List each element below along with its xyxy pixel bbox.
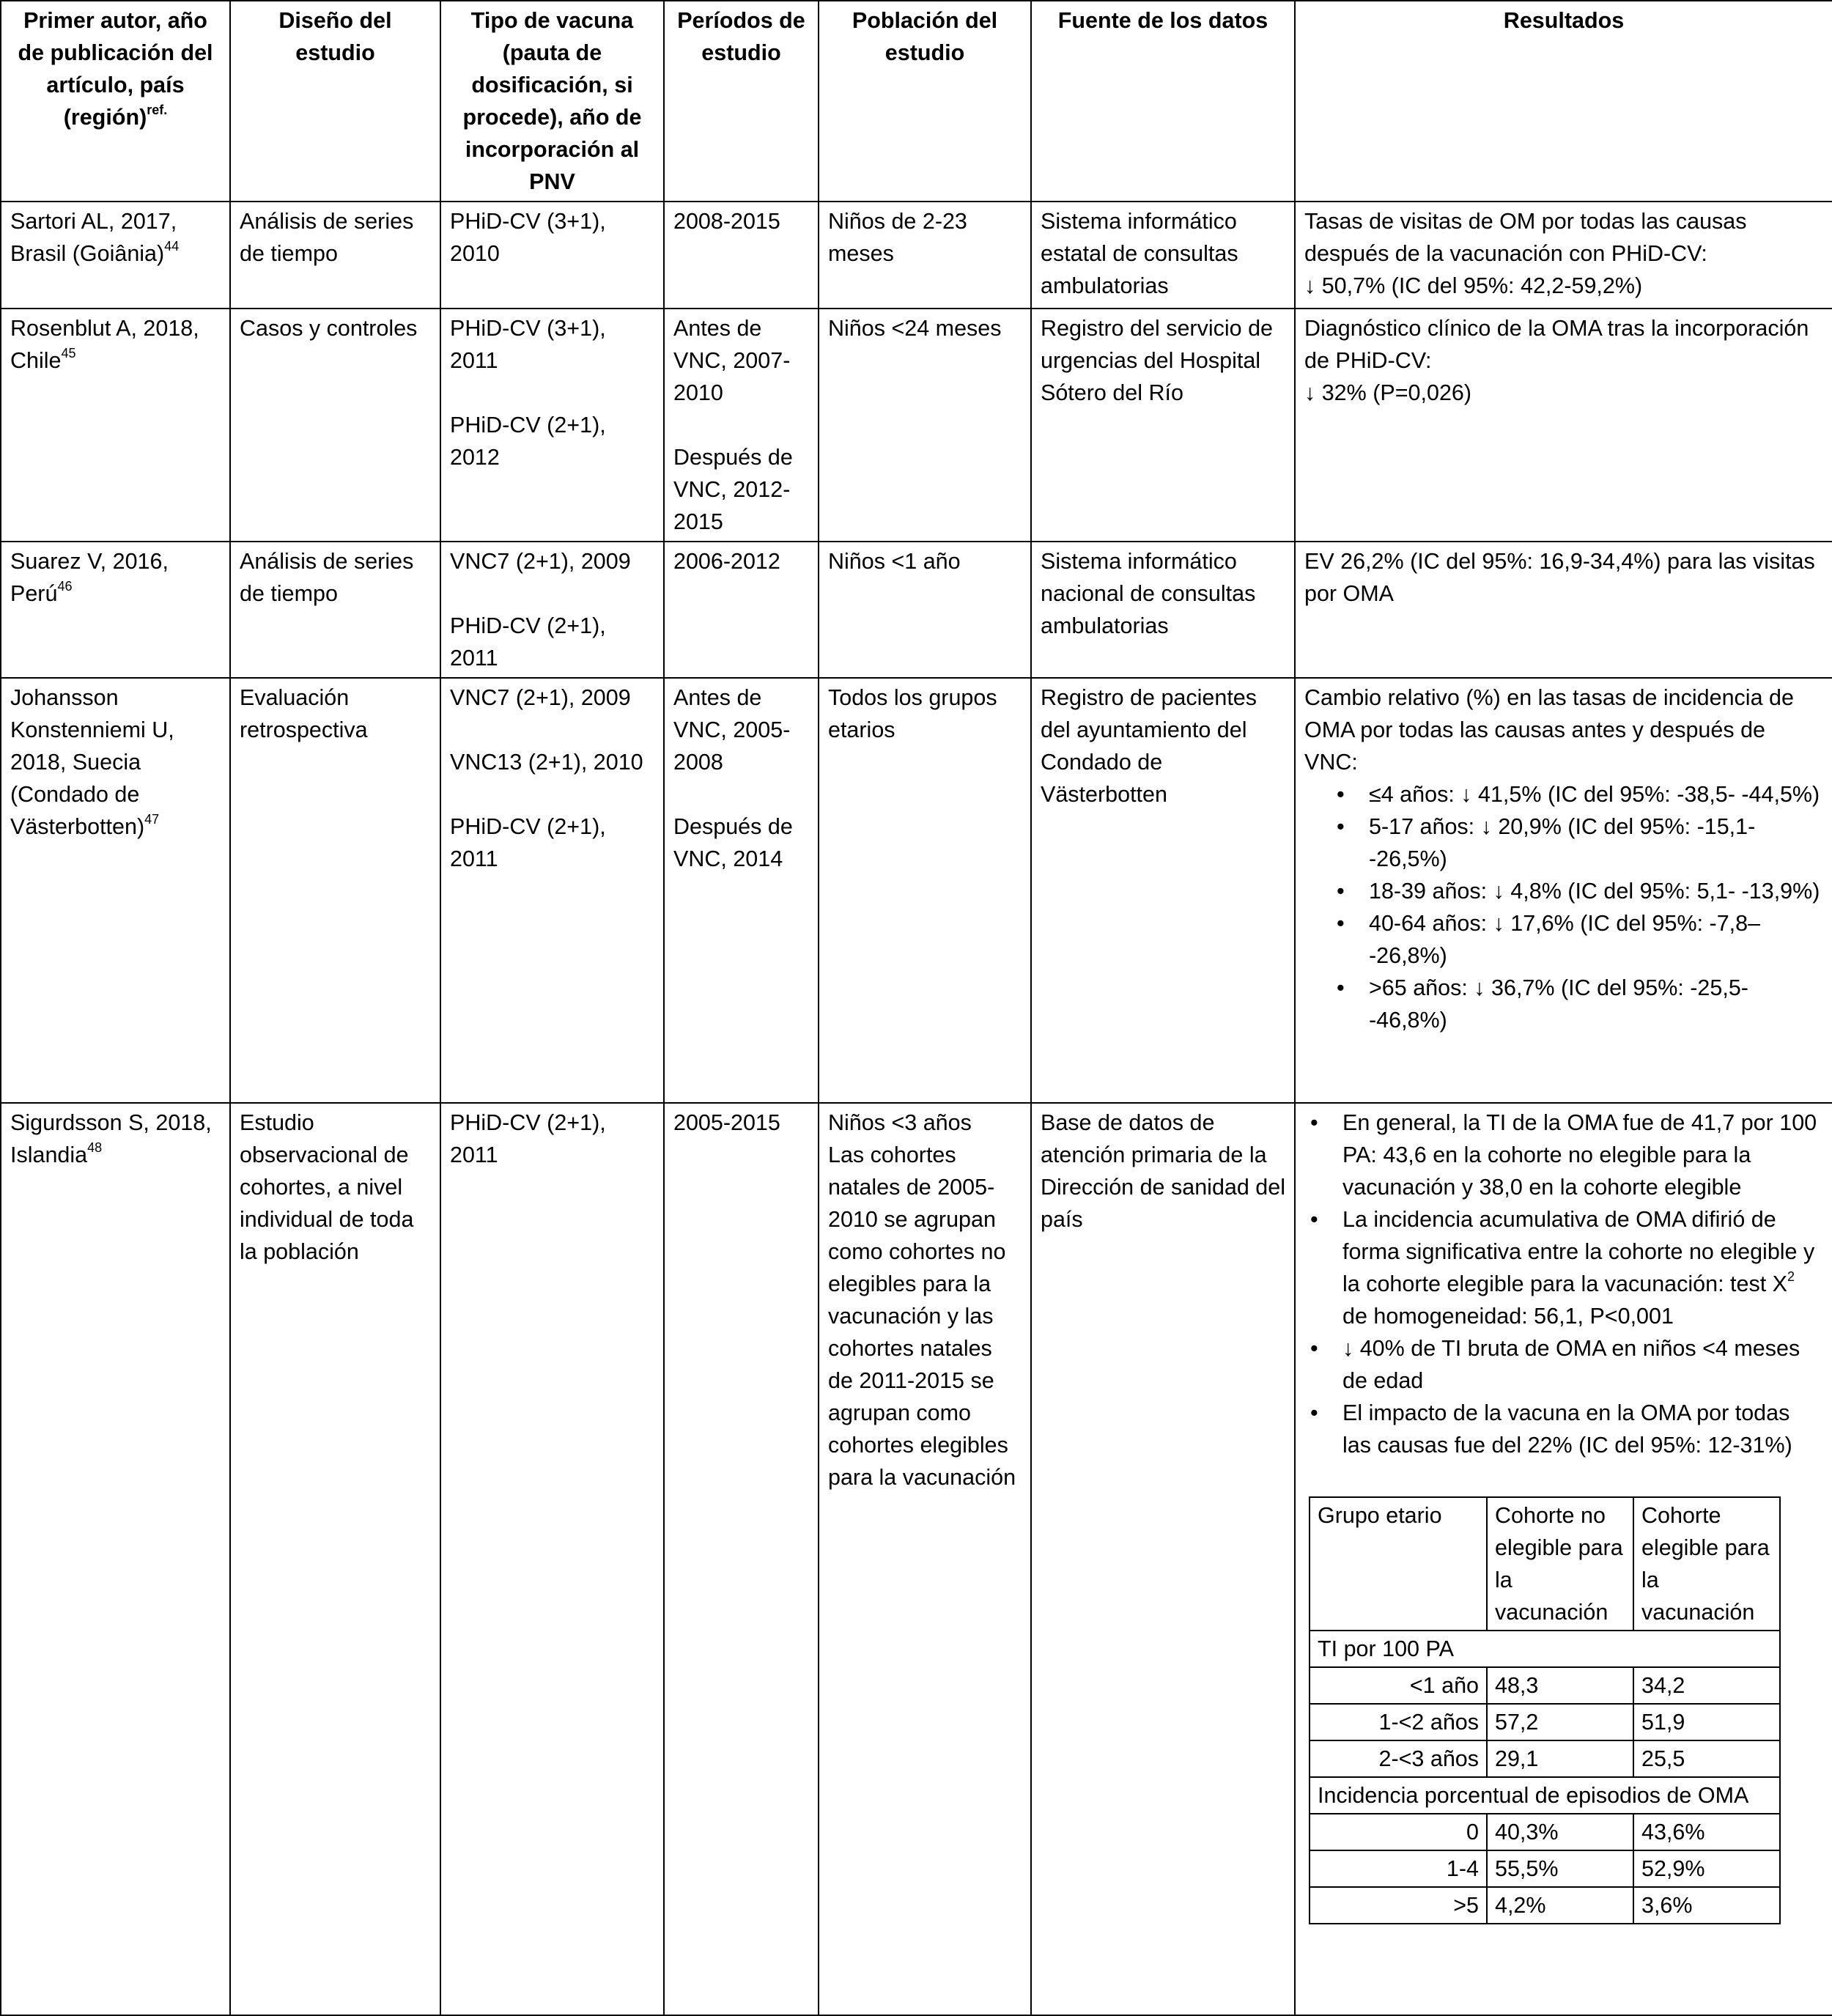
cell-results: EV 26,2% (IC del 95%: 16,9-34,4%) para las visitas por OMA bbox=[1295, 542, 1832, 678]
cell-periods: 2006-2012 bbox=[664, 542, 819, 678]
subtable-section-row bbox=[1310, 1777, 1780, 1814]
subtable-header: Cohorte elegible para la vacunación bbox=[1633, 1497, 1780, 1631]
table-row bbox=[1, 542, 1832, 678]
header-population: Población del estudio bbox=[819, 1, 1031, 202]
subtable-cell: 0 bbox=[1310, 1814, 1487, 1850]
cell-source: Sistema informático nacional de consultas ambulatorias bbox=[1031, 542, 1295, 678]
subtable-cell: 1-<2 años bbox=[1310, 1704, 1487, 1740]
subtable-cell: 29,1 bbox=[1487, 1740, 1633, 1777]
subtable-section: TI por 100 PA bbox=[1310, 1631, 1780, 1667]
cell-source: Registro del servicio de urgencias del Hospital Sótero del Río bbox=[1031, 309, 1295, 542]
cell-results: Cambio relativo (%) en las tasas de incidencia de OMA por todas las causas antes y después de VNC: • ≤4 años: ↓ 41,5% (IC del 95%: -38,5- -44,5%) • 5-17 años: ↓ 20,9% (IC del 95%: -15,1- -26,5%) • 18-39 años: ↓ 4,8% (IC del 95%: 5,1- -13,9%) • 40-64 años: ↓ 17,6% (IC del 95%: -7,8– -26,8%) • >65 años: ↓ 36,7% (IC del 95%: -25,5- -46,8%) bbox=[1295, 678, 1832, 1103]
subtable-cell: 3,6% bbox=[1633, 1887, 1780, 1924]
header-author: Primer autor, año de publicación del artículo, país (región)$^{ref.}$ bbox=[1, 1, 230, 202]
cell-author: Sigurdsson S, 2018, Islandia$^{48}$ bbox=[1, 1103, 230, 2015]
header-source: Fuente de los datos bbox=[1031, 1, 1295, 202]
subtable-cell: 4,2% bbox=[1487, 1887, 1633, 1924]
incidence-subtable bbox=[1309, 1496, 1781, 1924]
subtable-row bbox=[1310, 1814, 1780, 1850]
header-design: Diseño del estudio bbox=[230, 1, 440, 202]
subtable-cell: 1-4 bbox=[1310, 1850, 1487, 1887]
cell-source: Base de datos de atención primaria de la Dirección de sanidad del país bbox=[1031, 1103, 1295, 2015]
cell-results: Tasas de visitas de OM por todas las causas después de la vacunación con PHiD-CV: ↓ 50,7% (IC del 95%: 42,2-59,2%) bbox=[1295, 202, 1832, 309]
results-list bbox=[1304, 778, 1823, 1036]
cell-population: Niños <3 años Las cohortes natales de 2005-2010 se agrupan como cohortes no elegibles para la vacunación y las cohortes natales de 2011-2015 se agrupan como cohortes elegibles para la vacunación bbox=[819, 1103, 1031, 2015]
table-header-row bbox=[1, 1, 1832, 202]
cell-author: Johansson Konstenniemi U, 2018, Suecia (Condado de Västerbotten)$^{47}$ bbox=[1, 678, 230, 1103]
cell-population: Niños <1 año bbox=[819, 542, 1031, 678]
subtable-cell: 48,3 bbox=[1487, 1667, 1633, 1704]
subtable-cell: <1 año bbox=[1310, 1667, 1487, 1704]
subtable-header-row bbox=[1310, 1497, 1780, 1631]
cell-author: Sartori AL, 2017, Brasil (Goiânia)$^{44}$ bbox=[1, 202, 230, 309]
cell-results bbox=[1295, 1103, 1832, 2015]
table-row bbox=[1, 309, 1832, 542]
list-item: • >65 años: ↓ 36,7% (IC del 95%: -25,5- -46,8%) bbox=[1331, 972, 1823, 1036]
cell-vaccine: PHiD-CV (3+1), 2011 PHiD-CV (2+1), 2012 bbox=[440, 309, 664, 542]
results-list bbox=[1304, 1107, 1823, 1461]
cell-design: Análisis de series de tiempo bbox=[230, 542, 440, 678]
cell-periods: Antes de VNC, 2007-2010 Después de VNC, 2012-2015 bbox=[664, 309, 819, 542]
list-item: • 40-64 años: ↓ 17,6% (IC del 95%: -7,8– -26,8%) bbox=[1331, 907, 1823, 972]
list-item: • En general, la TI de la OMA fue de 41,7 por 100 PA: 43,6 en la cohorte no elegible para la vacunación y 38,0 en la cohorte elegible bbox=[1304, 1107, 1823, 1203]
subtable-row bbox=[1310, 1704, 1780, 1740]
subtable-cell: 51,9 bbox=[1633, 1704, 1780, 1740]
header-results: Resultados bbox=[1295, 1, 1832, 202]
cell-design: Estudio observacional de cohortes, a nivel individual de toda la población bbox=[230, 1103, 440, 2015]
cell-author: Suarez V, 2016, Perú$^{46}$ bbox=[1, 542, 230, 678]
cell-design: Casos y controles bbox=[230, 309, 440, 542]
subtable-cell: 52,9% bbox=[1633, 1850, 1780, 1887]
subtable-cell: 43,6% bbox=[1633, 1814, 1780, 1850]
cell-vaccine: PHiD-CV (2+1), 2011 bbox=[440, 1103, 664, 2015]
subtable-cell: >5 bbox=[1310, 1887, 1487, 1924]
table-row bbox=[1, 678, 1832, 1103]
subtable-header: Cohorte no elegible para la vacunación bbox=[1487, 1497, 1633, 1631]
cell-periods: 2008-2015 bbox=[664, 202, 819, 309]
cell-population: Todos los grupos etarios bbox=[819, 678, 1031, 1103]
cell-periods: 2005-2015 bbox=[664, 1103, 819, 2015]
list-item: • El impacto de la vacuna en la OMA por todas las causas fue del 22% (IC del 95%: 12-31%) bbox=[1304, 1397, 1823, 1461]
cell-periods: Antes de VNC, 2005-2008 Después de VNC, 2014 bbox=[664, 678, 819, 1103]
header-periods: Períodos de estudio bbox=[664, 1, 819, 202]
list-item: • ↓ 40% de TI bruta de OMA en niños <4 meses de edad bbox=[1304, 1332, 1823, 1397]
cell-design: Evaluación retrospectiva bbox=[230, 678, 440, 1103]
cell-population: Niños <24 meses bbox=[819, 309, 1031, 542]
cell-source: Registro de pacientes del ayuntamiento del Condado de Västerbotten bbox=[1031, 678, 1295, 1103]
subtable-cell: 55,5% bbox=[1487, 1850, 1633, 1887]
cell-design: Análisis de series de tiempo bbox=[230, 202, 440, 309]
list-item: • 18-39 años: ↓ 4,8% (IC del 95%: 5,1- -13,9%) bbox=[1331, 875, 1823, 907]
table-row bbox=[1, 1103, 1832, 2015]
subtable-cell: 40,3% bbox=[1487, 1814, 1633, 1850]
subtable-row bbox=[1310, 1740, 1780, 1777]
subtable-cell: 2-<3 años bbox=[1310, 1740, 1487, 1777]
subtable-cell: 25,5 bbox=[1633, 1740, 1780, 1777]
list-item: • 5-17 años: ↓ 20,9% (IC del 95%: -15,1- -26,5%) bbox=[1331, 811, 1823, 875]
subtable-row bbox=[1310, 1667, 1780, 1704]
cell-author: Rosenblut A, 2018, Chile$^{45}$ bbox=[1, 309, 230, 542]
subtable-row bbox=[1310, 1887, 1780, 1924]
cell-vaccine: VNC7 (2+1), 2009 VNC13 (2+1), 2010 PHiD-CV (2+1), 2011 bbox=[440, 678, 664, 1103]
cell-vaccine: VNC7 (2+1), 2009 PHiD-CV (2+1), 2011 bbox=[440, 542, 664, 678]
list-item: • La incidencia acumulativa de OMA difirió de forma significativa entre la cohorte no elegible y la cohorte elegible para la vacunación: test $X^2$ de homogeneidad: 56,1, P<0,001 bbox=[1304, 1203, 1823, 1332]
subtable-cell: 57,2 bbox=[1487, 1704, 1633, 1740]
header-vaccine: Tipo de vacuna (pauta de dosificación, si procede), año de incorporación al PNV bbox=[440, 1, 664, 202]
cell-population: Niños de 2-23 meses bbox=[819, 202, 1031, 309]
cell-results: Diagnóstico clínico de la OMA tras la incorporación de PHiD-CV: ↓ 32% (P=0,026) bbox=[1295, 309, 1832, 542]
list-item: • ≤4 años: ↓ 41,5% (IC del 95%: -38,5- -44,5%) bbox=[1331, 778, 1823, 811]
subtable-section: Incidencia porcentual de episodios de OMA bbox=[1310, 1777, 1780, 1814]
subtable-header: Grupo etario bbox=[1310, 1497, 1487, 1631]
table-row bbox=[1, 202, 1832, 309]
subtable-cell: 34,2 bbox=[1633, 1667, 1780, 1704]
cell-source: Sistema informático estatal de consultas ambulatorias bbox=[1031, 202, 1295, 309]
subtable-row bbox=[1310, 1850, 1780, 1887]
subtable-section-row bbox=[1310, 1631, 1780, 1667]
cell-vaccine: PHiD-CV (3+1), 2010 bbox=[440, 202, 664, 309]
